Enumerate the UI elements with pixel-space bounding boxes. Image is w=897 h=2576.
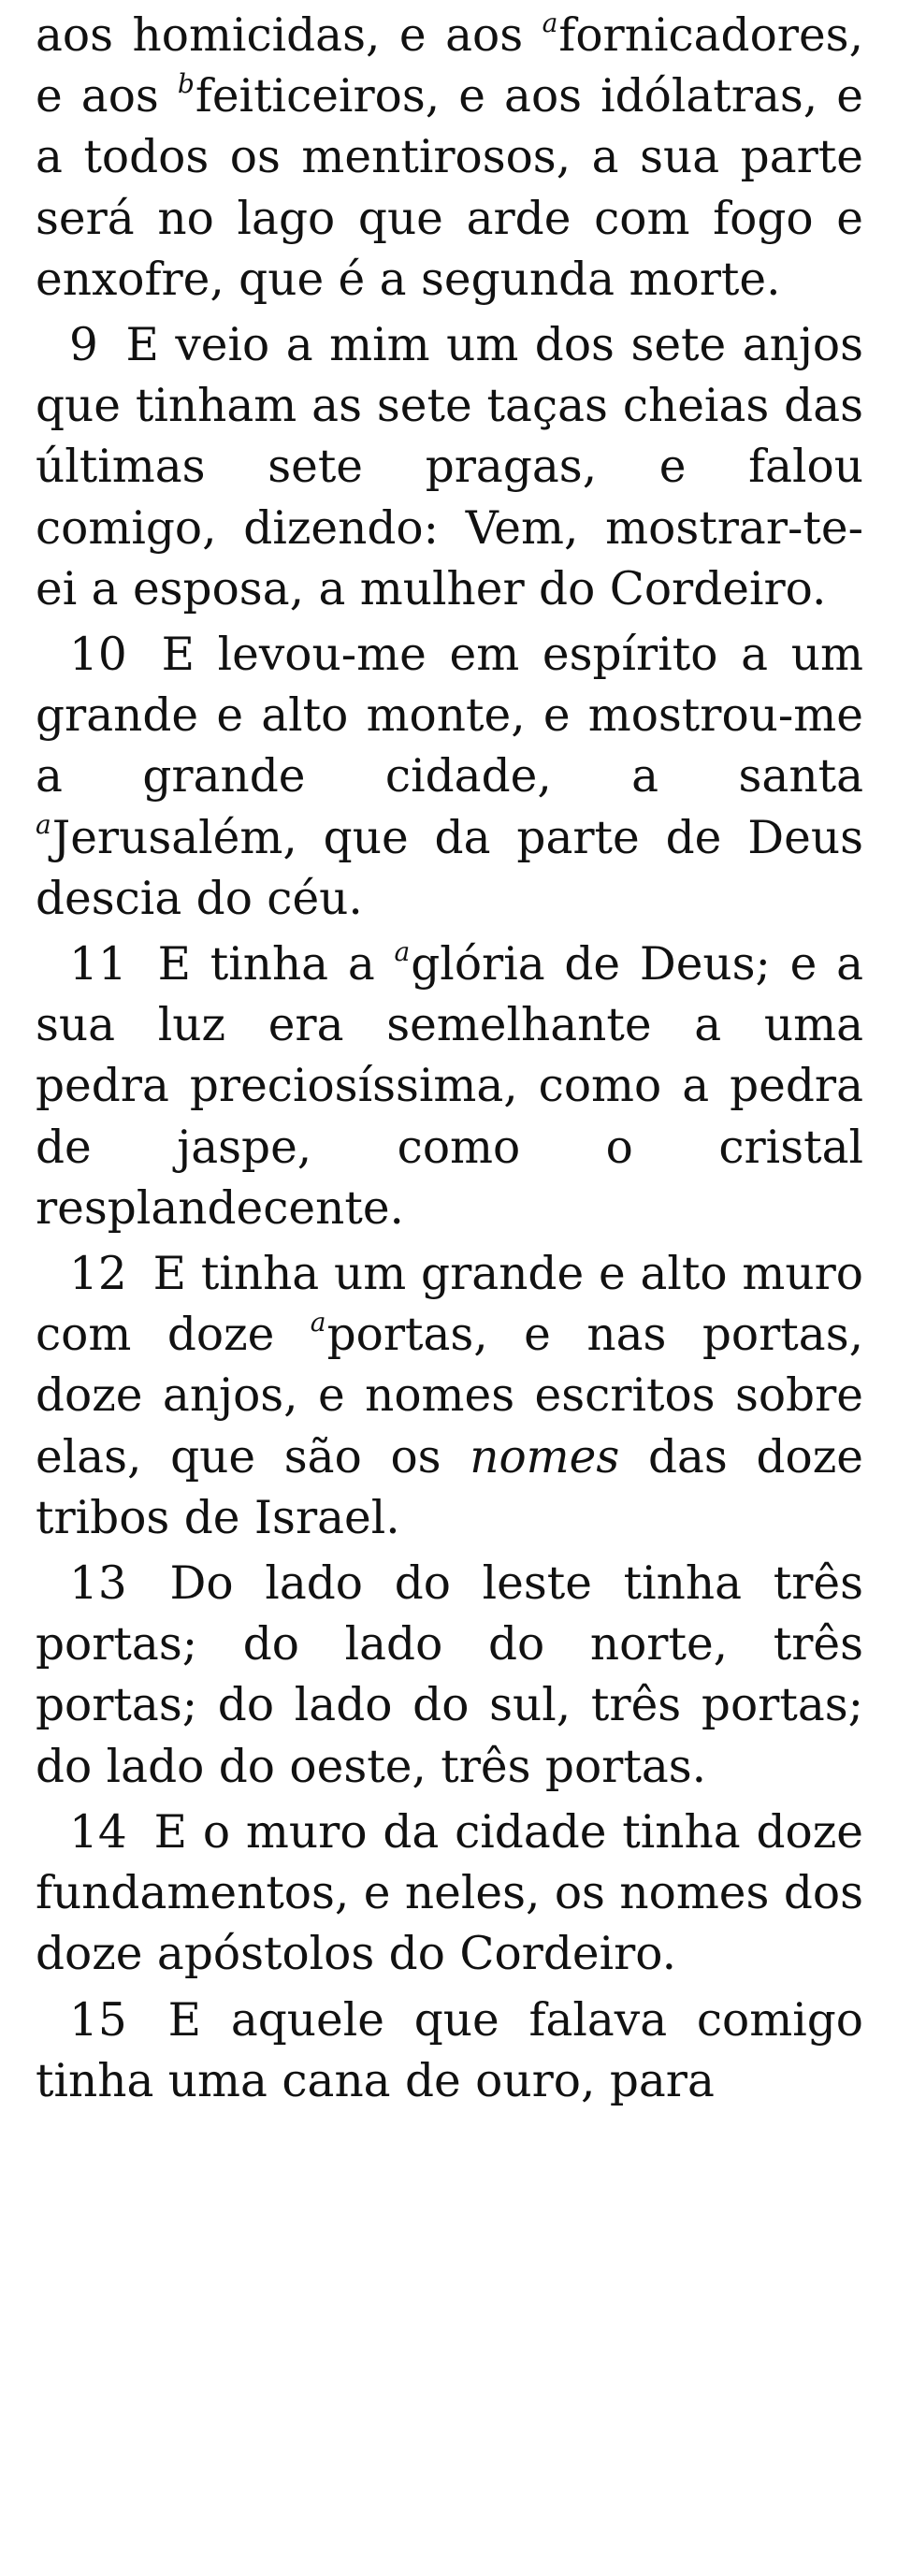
- verse-text: das doze tribos de Israel.: [36, 1430, 863, 1544]
- footnote-marker[interactable]: a: [542, 7, 558, 38]
- verse-number: 12: [69, 1248, 127, 1301]
- verse-13: [36, 1554, 863, 1798]
- verse-text: aos homicidas, e aos: [36, 9, 543, 62]
- footnote-marker[interactable]: a: [310, 1307, 326, 1339]
- verse-12: [36, 1244, 863, 1549]
- verse-text: E veio a mim um dos sete anjos que tinham as sete taças cheias das últimas sete pragas, e falou comigo, dizendo: Vem, mostrar-te-ei a esposa, a mulher do Cordeiro.: [36, 319, 863, 615]
- verse-number: 11: [69, 938, 127, 991]
- verse-text: fornicadores, e aos: [36, 9, 863, 123]
- verse-text: portas, e nas portas, doze anjos, e nomes escritos sobre elas, que são os: [36, 1309, 864, 1483]
- verse-text: feiticeiros, e aos idólatras, e a todos os mentirosos, a sua parte será no lago que arde com fogo e enxofre, que é a segunda morte.: [36, 70, 863, 306]
- verse-text: E levou-me em espírito a um grande e alto monte, e mostrou-me a grande cidade, a santa: [36, 629, 864, 803]
- verse-number: 13: [69, 1557, 127, 1611]
- verse-9: [36, 315, 863, 620]
- verse-text: Do lado do leste tinha três portas; do lado do norte, três portas; do lado do sul, três portas; do lado do oeste, três portas.: [36, 1557, 863, 1793]
- verse-text: Jerusalém, que da parte de Deus descia do céu.: [36, 811, 863, 925]
- verse-8-continuation: [36, 6, 863, 311]
- italic-word: nomes: [470, 1430, 620, 1483]
- verse-text: E tinha a: [157, 938, 395, 991]
- footnote-marker[interactable]: a: [394, 935, 411, 967]
- verse-text: E o muro da cidade tinha doze fundamentos, e neles, os nomes dos doze apóstolos do Cordeiro.: [36, 1805, 864, 1981]
- verse-text: glória de Deus; e a sua luz era semelhante a uma pedra preciosíssima, como a pedra de jaspe, como o cristal resplandecente.: [36, 938, 863, 1235]
- verse-number: 15: [69, 1993, 127, 2047]
- verse-10: [36, 625, 863, 930]
- verse-11: [36, 934, 863, 1239]
- verse-text: E aquele que falava comigo tinha uma cana de ouro, para: [36, 1993, 864, 2107]
- verse-14: [36, 1802, 863, 1986]
- verse-number: 9: [69, 319, 98, 372]
- verse-text: E tinha um grande e alto muro com doze: [36, 1248, 863, 1362]
- verse-number: 10: [69, 629, 127, 682]
- verse-number: 14: [69, 1805, 127, 1859]
- scripture-page: [36, 6, 863, 2112]
- footnote-marker[interactable]: a: [36, 809, 51, 841]
- footnote-marker[interactable]: b: [177, 67, 195, 99]
- verse-15: [36, 1990, 863, 2112]
